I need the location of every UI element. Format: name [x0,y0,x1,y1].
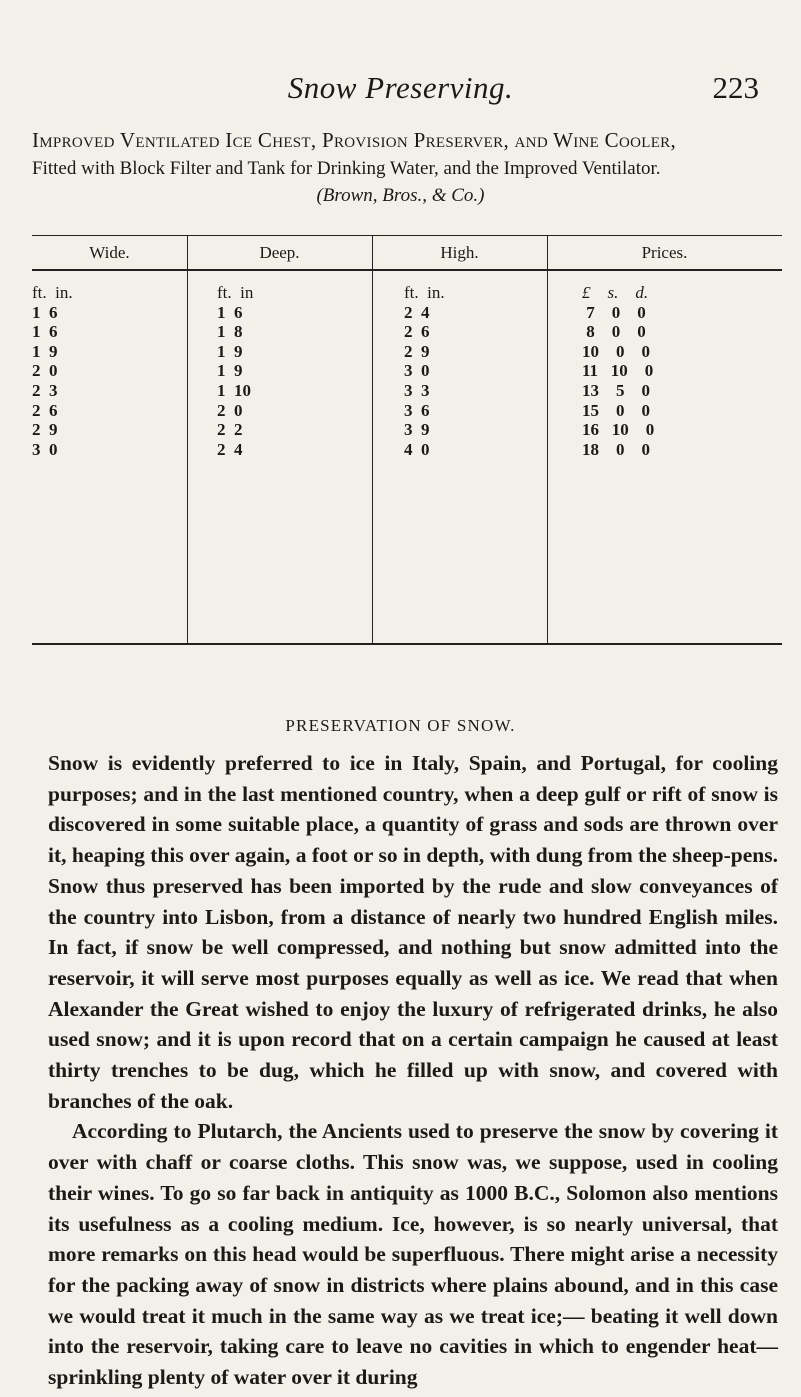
figure-caption-line-1 [32,128,782,153]
table-cell: 2 4 [404,302,430,322]
table-cell: 1 9 [32,341,58,361]
table-cell: 2 6 [404,322,430,342]
unit-label: ft. in [217,283,254,302]
column-deep [217,283,253,459]
table-cell: 2 2 [217,420,243,440]
figure-caption-line-2: Fitted with Block Filter and Tank for Drinking Water, and the Improved Ventilator. [32,158,661,179]
table-cell: 1 9 [217,341,243,361]
table-cell: 2 9 [404,341,430,361]
running-head [0,70,801,110]
header-deep: Deep. [259,243,300,262]
table-cell: 15 0 0 [582,400,650,420]
table-cell: 4 0 [404,439,430,459]
caption-title-rest: Ventilated Ice Chest, Provision Preserver, and Wine Cooler, [114,128,677,152]
body-text [48,748,778,1393]
table-cell: 2 9 [32,420,58,440]
table-cell: 18 0 0 [582,439,650,459]
column-high [404,283,445,459]
table-cell: 1 8 [217,322,243,342]
running-title: Snow Preserving. [287,70,514,105]
table-cell: 16 10 0 [582,420,655,440]
table-cell: 3 3 [404,380,430,400]
table-column-divider [372,235,373,643]
page-number: 223 [712,70,759,105]
table-cell: 2 4 [217,439,243,459]
price-table [32,235,782,685]
header-prices: Prices. [641,243,688,262]
paragraph: According to Plutarch, the Ancients used to preserve the snow by covering it over with chaff or coarse cloths. This snow was, we suppose, used in cooling their wines. To go so far back in antiquity as 1000 B.C., Solomon also mentions its usefulness as a cooling medium. Ice, however, is so nearly universal, that more remarks on this head would be superfluous. There might arise a necessity for the packing away of snow in districts where plains abound, and in this case we would treat it much in the same way as we treat ice;— beating it well down into the reservoir, taking care to leave no cavities in which to engender heat—sprinkling plenty of water over it during [48,1119,778,1390]
table-cell: 3 0 [32,439,58,459]
caption-lead-word: Improved [32,128,115,152]
table-cell: 2 0 [217,400,243,420]
unit-label: ft. in. [404,283,445,302]
table-column-divider [187,235,188,643]
figure-caption-maker: (Brown, Bros., & Co.) [316,185,485,206]
table-cell: 2 6 [32,400,58,420]
table-cell: 1 6 [32,302,58,322]
table-cell: 1 6 [217,302,243,322]
column-prices [582,283,654,459]
table-cell: 1 9 [217,361,243,381]
section-title: PRESERVATION OF SNOW. [285,716,516,735]
table-cell: 11 10 0 [582,361,654,381]
table-column-divider [547,235,548,643]
unit-label: £ s. d. [582,283,649,302]
unit-label: ft. in. [32,283,73,302]
table-cell: 3 6 [404,400,430,420]
column-wide [32,283,73,459]
table-cell: 13 5 0 [582,380,650,400]
paragraph: Snow is evidently preferred to ice in Italy, Spain, and Portugal, for cooling purposes; and in the last mentioned country, when a deep gulf or rift of snow is discovered in some suitable place, a quantity of grass and sods are thrown over it, heaping this over again, a foot or so in depth, with dung from the sheep-pens. Snow thus preserved has been imported by the rude and slow conveyances of the country into Lisbon, from a distance of nearly two hundred English miles. In fact, if snow be well compressed, and nothing but snow admitted into the reservoir, it will serve most purposes equally as well as ice. We read that when Alexander the Great wished to enjoy the luxury of refrigerated drinks, he also used snow; and it is upon record that on a certain campaign he caused at least thirty trenches to be dug, which he filled up with snow, and covered with branches of the oak. [48,751,778,1113]
table-cell: 8 0 0 [582,322,646,342]
table-cell: 2 3 [32,380,58,400]
table-header-rule [32,269,782,271]
table-cell: 7 0 0 [582,302,646,322]
table-bottom-rule [32,643,782,645]
header-wide: Wide. [89,243,130,262]
header-high: High. [440,243,479,262]
table-cell: 10 0 0 [582,341,650,361]
table-cell: 1 6 [32,322,58,342]
table-cell: 2 0 [32,361,58,381]
table-top-rule [32,235,782,236]
table-cell: 3 9 [404,420,430,440]
table-cell: 3 0 [404,361,430,381]
table-cell: 1 10 [217,380,251,400]
